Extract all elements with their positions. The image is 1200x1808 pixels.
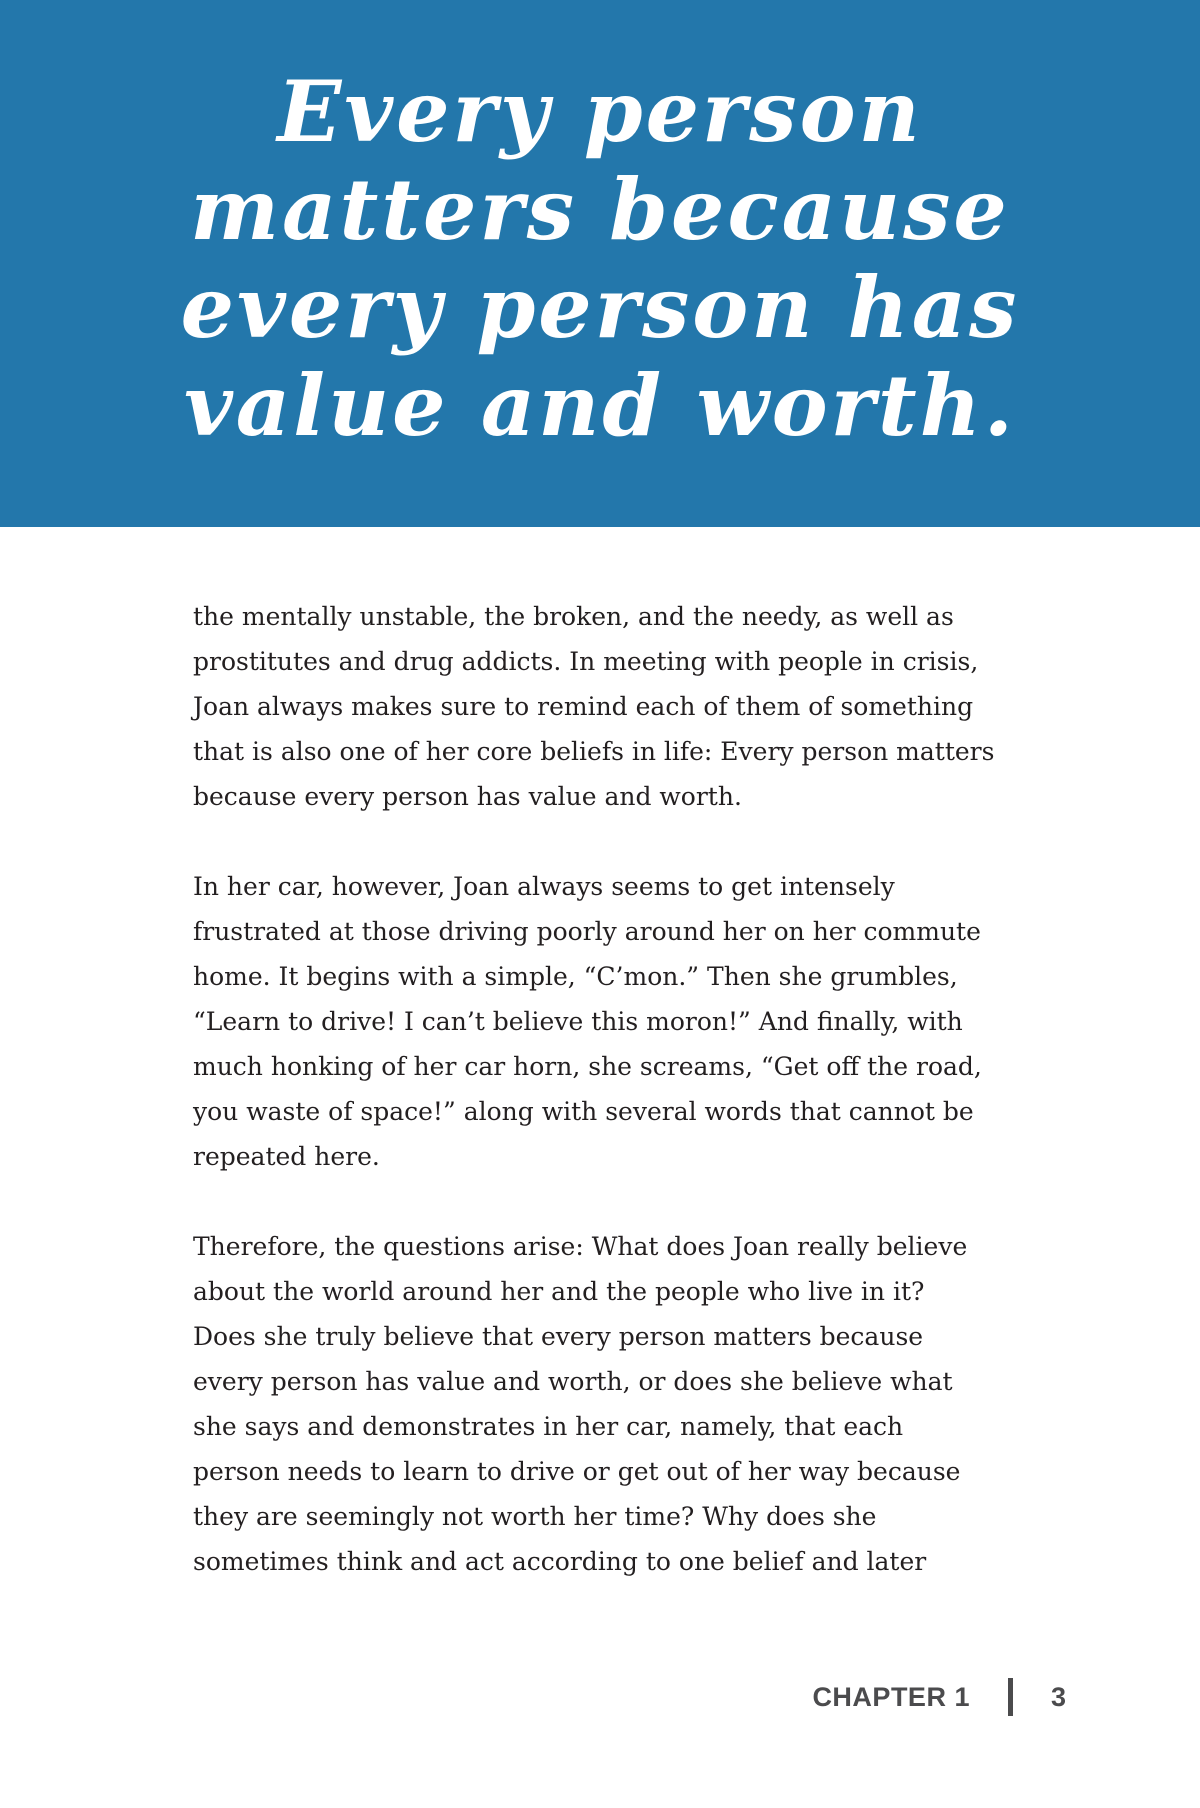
paragraph: the mentally unstable, the broken, and the needy, as well as prostitutes and drug addicts. In meeting with people in crisis, Joan always makes sure to remind each of them of something that is also one of her core beliefs in life: Every person matters because every person has value and worth. bbox=[193, 602, 995, 811]
paragraph: Therefore, the questions arise: What does Joan really believe about the world around her and the people who live in it? Does she truly believe that every person matters because every person has value and worth, or does she believe what she says and demonstrates in her car, namely, that each person needs to learn to drive or get out of her way because they are seemingly not worth her time? Why does she sometimes think and act according to one belief and later bbox=[193, 1232, 968, 1576]
pull-quote: Every person matters because every person has value and worth. bbox=[180, 61, 1020, 455]
body-text bbox=[193, 594, 1023, 1629]
pull-quote-banner bbox=[0, 0, 1200, 527]
footer-divider bbox=[1008, 1678, 1013, 1716]
chapter-label: CHAPTER 1 bbox=[812, 1681, 970, 1712]
page-number: 3 bbox=[1050, 1681, 1066, 1712]
page-footer bbox=[812, 1678, 1066, 1716]
paragraph: In her car, however, Joan always seems to get intensely frustrated at those driving poorly around her on her commute home. It begins with a simple, “C’mon.” Then she grumbles, “Learn to drive! I can’t believe this moron!” And finally, with much honking of her car horn, she screams, “Get off the road, you waste of space!” along with several words that cannot be repeated here. bbox=[193, 872, 982, 1171]
